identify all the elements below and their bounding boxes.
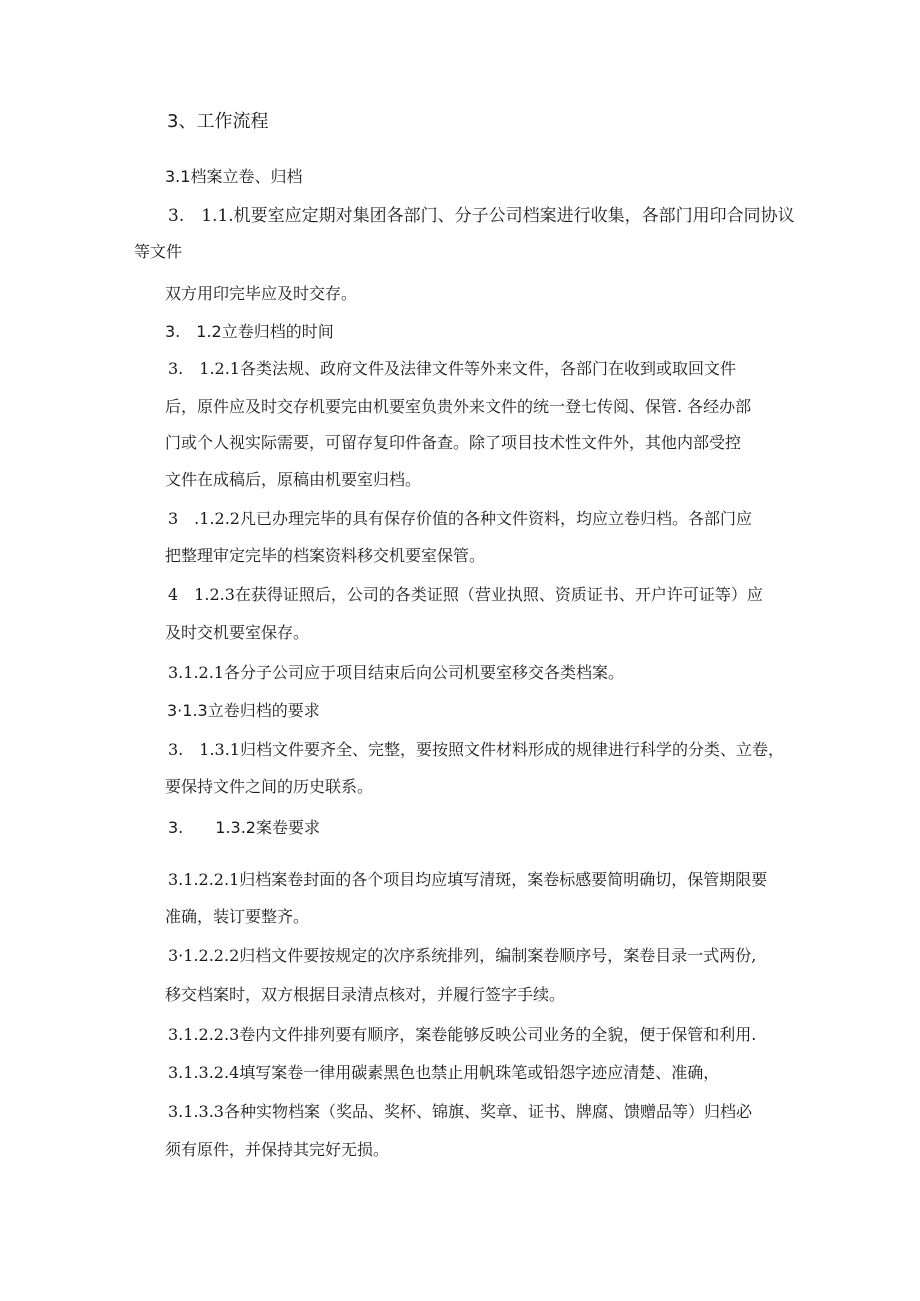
paragraph-line: 3.1.3.3各种实物档案（奖品、奖杯、锦旗、奖章、证书、牌腐、馈赠品等）归档必: [168, 1102, 752, 1121]
paragraph-line: 3.1档案立卷、归档: [165, 167, 303, 186]
paragraph-line: 3 .1.2.2凡已办理完毕的具有保存价值的各种文件资料，均应立卷归档。各部门应: [168, 509, 752, 528]
paragraph-line: 3·1.2.2.2归档文件要按规定的次序系统排列，编制案卷顺序号，案卷目录一式两份,: [168, 946, 757, 965]
paragraph-line: 3·1.3立卷归档的要求: [167, 701, 320, 720]
paragraph-line: 3. 1.2立卷归档的时间: [165, 322, 334, 341]
paragraph-line: 3. 1.1.机要室应定期对集团各部门、分子公司档案进行收集，各部门用印合同协议: [168, 206, 795, 226]
paragraph-line: 3.1.2.2.3卷内文件排列要有顺序，案卷能够反映公司业务的全貌，便于保管和利用.: [168, 1025, 757, 1044]
paragraph-line: 移交档案时，双方根据目录清点核对，并履行签字手续。: [165, 985, 566, 1004]
paragraph-line: 3. 1.3.2案卷要求: [168, 818, 320, 837]
paragraph-line: 后，原件应及时交存机要完由机要室负贵外来文件的统一登七传阅、保管. 各经办部: [165, 397, 752, 416]
paragraph-line: 准确，装订要整齐。: [165, 907, 310, 926]
paragraph-line: 要保持文件之间的历史联系。: [165, 777, 374, 796]
paragraph-line: 4 1.2.3在获得证照后，公司的各类证照（营业执照、资质证书、开户许可证等）应: [168, 585, 763, 604]
paragraph-line: 3.1.2.2.1归档案卷封面的各个项目均应填写清斑，案卷标感要简明确切，保管期限要: [168, 870, 768, 889]
paragraph-line: 门或个人视实际需要，可留存复印件备查。除了项目技术性文件外，其他内部受控: [165, 433, 742, 452]
paragraph-line: 3. 1.2.1各类法规、政府文件及法律文件等外来文件，各部门在收到或取回文件: [168, 359, 736, 378]
paragraph-line: 3.1.3.2.4填写案卷一律用碳素黑色也禁止用帆珠笔或铅怨字迹应清楚、准确，: [168, 1063, 720, 1082]
paragraph-line: 把整理审定完毕的档案资料移交机要室保管。: [165, 546, 486, 565]
paragraph-line: 3. 1.3.1归档文件要齐全、完整，要按照文件材料形成的规律进行科学的分类、立卷，: [168, 740, 784, 759]
paragraph-line: 3.1.2.1各分子公司应于项目结束后向公司机要室移交各类档案。: [168, 663, 624, 682]
paragraph-line: 须有原件，并保持其完好无损。: [165, 1140, 390, 1159]
paragraph-line: 等文件: [134, 242, 183, 261]
paragraph-line: 及时交机要室保存。: [165, 623, 310, 642]
section-heading: 3、工作流程: [167, 111, 269, 132]
paragraph-line: 文件在成稿后，原稿由机要室归档。: [165, 470, 422, 489]
paragraph-line: 双方用印完毕应及时交存。: [165, 284, 358, 303]
